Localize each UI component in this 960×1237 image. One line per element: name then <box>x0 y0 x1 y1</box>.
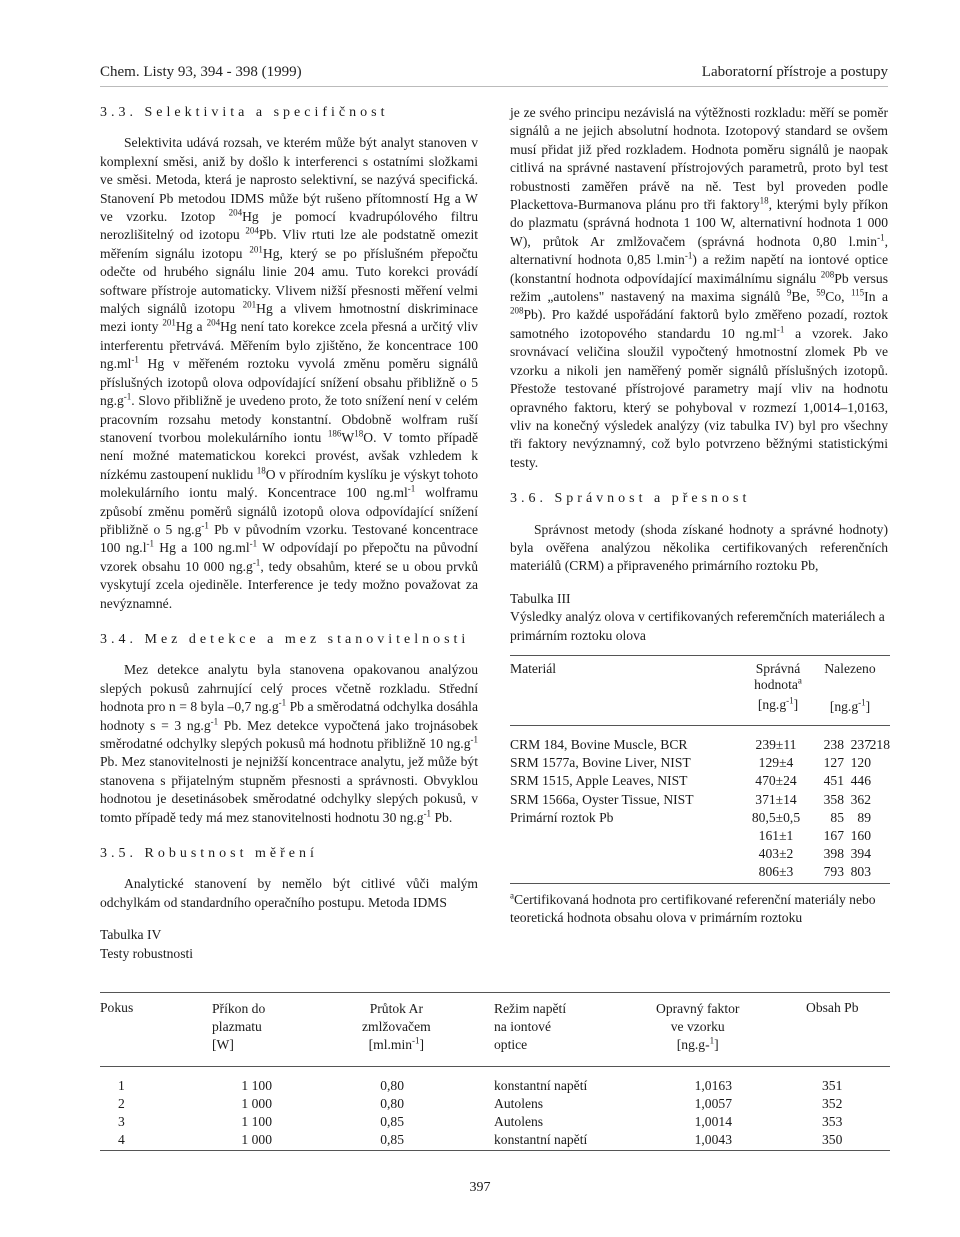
section-3-6-title: 3.6. Správnost a přesnost <box>510 491 751 507</box>
table-3-cell-found-3: 218 <box>869 737 890 752</box>
section-3-6-paragraph: Správnost metody (shoda získané hodnoty a správné hodnoty) byla ověřena analýzou několika certifikovaných referenčních materiálů (CRM) a připraveného primárního roztoku Pb, <box>510 521 888 574</box>
table-3-cell-true-value: 239±11 <box>755 737 797 752</box>
table-3-header-rule <box>510 725 890 726</box>
table-4-header-prutok: Průtok Ar zmlžovačem $[ml.\min^{-1}]$ <box>362 1001 431 1052</box>
table-4-cell-prutok: 0,80 <box>380 1078 404 1093</box>
table-4-cell-faktor: 1,0014 <box>694 1114 732 1129</box>
table-4-cell-obsah: 351 <box>822 1078 843 1093</box>
table-4-cell-prikon: 1 000 <box>241 1096 272 1111</box>
table-3-title: Výsledky analýz olova v certifikovaných referemčních materiálech a primárním roztoku olova <box>510 609 885 643</box>
table-3-cell-found-2: 120 <box>850 755 871 771</box>
table-4-cell-obsah: 350 <box>822 1132 843 1147</box>
table-4-cell-faktor: 1,0043 <box>694 1132 732 1147</box>
table-3-cell-found-2: 237 <box>850 737 871 752</box>
table-4-cell-obsah: 353 <box>822 1114 843 1129</box>
table-4-cell-pokus: 2 <box>118 1096 125 1111</box>
table-3-cell-true-value: 80,5±0,5 <box>751 809 801 825</box>
table-4-cell-rezim: konstantní napětí <box>494 1132 588 1147</box>
table-4-cell-prutok: 0,85 <box>380 1132 404 1147</box>
table-3-cell-material: CRM 184, Bovine Muscle, BCR <box>510 737 688 752</box>
table-4-header-obsah: Obsah Pb <box>806 1000 859 1015</box>
table-3-label: Tabulka III <box>510 590 571 606</box>
table-3-header-true: Správná hodnota$^a$ $[ng.g^{-1}]$ <box>754 661 802 712</box>
table-3-cell-found-1: 358 <box>823 791 844 807</box>
table-3-cell-found-2: 362 <box>850 791 871 807</box>
left-column <box>100 104 478 963</box>
page-number: 397 <box>469 1180 491 1195</box>
table-4-cell-pokus: 4 <box>118 1132 125 1147</box>
table-3-cell-true-value: 806±3 <box>758 864 794 880</box>
section-3-3-title: 3.3. Selektivita a specifičnost <box>100 105 389 120</box>
right-column <box>510 104 888 645</box>
table-4-cell-prikon: 1 000 <box>241 1132 272 1147</box>
table-4-cell-prutok: 0,85 <box>380 1114 404 1129</box>
table-4-header-faktor: Opravný faktor ve vzorku [ng.g-$^1$] <box>656 1001 740 1052</box>
table-4-cell-pokus: 1 <box>118 1078 125 1093</box>
table-3-header-found: Nalezeno $[ng.g^{-1}]$ <box>824 661 876 714</box>
table-3-cell-material: Primární roztok Pb <box>510 809 614 825</box>
table-4-cell-prikon: 1 100 <box>241 1078 272 1093</box>
section-header: Laboratorní přístroje a postupy <box>701 64 888 80</box>
table-3-header-material: Materiál <box>510 661 557 676</box>
table-4-title: Testy robustnosti <box>100 945 194 961</box>
table-4-header-pokus: Pokus <box>100 1000 134 1015</box>
table-3-cell-found-2: 89 <box>857 809 871 825</box>
table-3-cell-material: SRM 1515, Apple Leaves, NIST <box>510 773 688 789</box>
table-3-cell-found-1: 127 <box>823 755 844 771</box>
table-4-cell-pokus: 3 <box>118 1114 125 1129</box>
table-3-cell-found-1: 167 <box>823 828 844 843</box>
table-3-cell-material: SRM 1566a, Oyster Tissue, NIST <box>510 791 694 807</box>
header-rule <box>100 86 888 87</box>
table-4-header-rule <box>100 1066 890 1067</box>
table-3-footnote: $^a$Certifikovaná hodnota pro certifikované referenční materiály nebo teoretická hodnota obsahu olova v primárním roztoku <box>510 890 876 925</box>
table-4-cell-faktor: 1,0163 <box>694 1078 732 1093</box>
section-3-5-paragraph: Analytické stanovení by nemělo být citlivé vůči malým odchylkám od standardního operačního postupu. Metoda IDMS <box>100 876 478 910</box>
table-4-label: Tabulka IV <box>100 927 162 943</box>
table-3-cell-true-value: 129±4 <box>758 755 794 771</box>
table-4-cell-prutok: 0,80 <box>380 1096 404 1111</box>
section-3-3-paragraph: Selektivita udává rozsah, ve kterém může být analyt stanoven v komplexní směsi, aniž by došlo k interferenci s ostatními složkami ve směsi. Metoda, která je naprosto selektivní, se nazývá specifická. Stanovení Pb metodou IDMS může být rušeno přítomností Hg a W ve vzorku. Izotop $^{204}$Hg je pomocí kvadrupólového filtru nerozlišitelný od izotopu $^{204}$Pb. Vliv rtuti lze ale podstatně omezit měřením signálu izotopu $^{201}$Hg, který se po příslušném přepočtu odečte od hrubého signálu linie 204 amu. Tuto korekci provádí software přístroje automaticky. Vlivem nižší přesnosti měření velmi malých signálů izotopu $^{201}$Hg a vlivem hmotnostní diskriminace mezi ionty $^{201}$Hg a $^{204}$Hg není tato korekce zcela přesná a určitý vliv interferentu přetrvává. Měřením bylo zjištěno, že koncentrace 100 $ng.ml^{-1}$ Hg v měřeném roztoku vyvolá změnu poměru signálů příslušných izotopů olova odpovídající snížení obsahu přibližně o 5 $ng.g^{-1}$. Slovo přibližně je uvedeno proto, že toto snížení není v celém pracovním rozsahu metody konstantní. Obdobně wolfram ruší stanovení tvorbou molekulárního iontu $^{186}W^{18}O$. V tomto případě není možné matematickou korekci provést, avšak vzhledem k nízkému zastoupení nuklidu $^{18}$O v přírodním kyslíku je výskyt tohoto molekulárního iontu malý. Koncentrace 100 $ng.ml^{-1}$ wolframu způsobí změnu poměrů signálů izotopů olova odpovídající snížení přibližně o 5 $ng.g^{-1}$ Pb v původním vzorku. Testované koncentrace 100 $ng.l^{-1}$ Hg a 100 $ng.ml^{-1}$ W odpovídají po přepočtu na původní vzorek obsahu 10 000 $ng.g^{-1}$, tedy obsahům, které se u obou prvků vyskytují zcela ojediněle. Interference je tedy možno považovat za nevýznamné. <box>100 135 479 611</box>
table-3-cell-found-1: 451 <box>823 773 844 789</box>
table-3-cell-found-2: 394 <box>850 846 871 862</box>
table-4-cell-rezim: Autolens <box>494 1114 544 1129</box>
table-3-cell-true-value: 403±2 <box>758 846 794 862</box>
table-4-cell-prikon: 1 100 <box>241 1114 272 1129</box>
journal-header: Chem. Listy 93, 394 - 398 (1999) <box>100 64 302 80</box>
table-3-cell-found-1: 238 <box>823 737 844 752</box>
table-4-top-rule <box>100 992 890 993</box>
section-3-4-title: 3.4. Mez detekce a mez stanovitelnosti <box>100 631 470 647</box>
table-3-cell-true-value: 371±14 <box>755 791 797 807</box>
table-3-cell-found-2: 446 <box>850 773 871 789</box>
table-3-cell-material: SRM 1577a, Bovine Liver, NIST <box>510 755 691 771</box>
table-3-cell-found-2: 160 <box>850 828 871 843</box>
section-3-5-title: 3.5. Robustnost měření <box>100 846 318 862</box>
table-3-cell-found-1: 793 <box>823 864 844 880</box>
table-4-cell-faktor: 1,0057 <box>694 1096 732 1111</box>
robustness-paragraph: je ze svého principu nezávislá na výtěžnosti rozkladu: měří se poměr signálů a ne jejich absolutní hodnota. Izotopový standard se ovšem musí přidat již před rozkladem. Hodnota poměru signálů je naopak citlivá na správné nastavení přístrojových parametrů, proto byl test robustnosti zaměřen právě na ně. Test byl proveden podle Plackettova-Burmanova plánu pro tři faktory$^{18}$, kterými byly příkon do plazmatu (správná hodnota 1 100 W, alternativní hodnota 1 000 W), průtok Ar zmlžovačem (správná hodnota 0,80 $l.\min^{-1}$, alternativní hodnota 0,85 $l.\min^{-1}$) a režim napětí na iontové optice (konstantní hodnota odpovídající maximálnímu signálu $^{208}$Pb versus režim „autolens" nastavený na maxima signálů $^9$Be, $^{59}$Co, $^{115}$In a $^{208}$Pb). Pro každé uspořádání faktorů bylo změřeno pozadí, roztok samotného izotopového standardu 10 $ng.ml^{-1}$ a vzorek. Jako srovnávací veličina sloužil vypočtený hmotnostní zlomek Pb ve vzorku a nikoli jen naměřený poměr signálů příslušných izotopů. Přestože testované přístrojové parametry mají vliv na hodnotu opravného faktoru, který se pohyboval v rozmezí 1,0014–1,0163, vliv na konečný výsledek analýzy (viz tabulka IV) byl pro všechny tři faktory nevýznamný, což bylo potvrzeno běžnými statistickými testy. <box>510 105 889 470</box>
table-3-top-rule <box>510 655 890 656</box>
table-4-cell-rezim: Autolens <box>494 1096 544 1111</box>
table-3-cell-found-1: 398 <box>823 846 844 862</box>
table-3-bottom-rule <box>510 883 890 884</box>
table-4-header-prikon: Příkon do plazmatu [W] <box>212 1001 266 1052</box>
table-4-bottom-rule <box>100 1150 890 1151</box>
table-3-cell-true-value: 470±24 <box>755 773 797 789</box>
section-3-4-paragraph: Mez detekce analytu byla stanovena opakovanou analýzou slepých pokusů zahrnující celý proces včetně rozkladu. Střední hodnota pro n = 8 byla –0,7 $ng.g^{-1}$ Pb a směrodatná odchylka dosáhla hodnoty s = 3 $ng.g^{-1}$ Pb. Mez detekce vypočtená jako trojnásobek směrodatné odchylky slepých pokusů má hodnotu přibližně 10 $ng.g^{-1}$ Pb. Mez stanovitelnosti je nejnižší koncentrace analytu, jež může být stanovena s přijatelným stupněm přesnosti a správnosti. Obvyklou hodnotou je desetinásobek směrodatné odchylky slepých pokusů, v tomto případě tedy má mez stanovitelnosti hodnotu 30 $ng.g^{-1}$ Pb. <box>100 662 478 825</box>
table-4-header-rezim: Režim napětí na iontové optice <box>494 1001 567 1052</box>
table-3-cell-found-1: 85 <box>830 809 844 825</box>
table-4-cell-obsah: 352 <box>822 1096 843 1111</box>
table-3-cell-true-value: 161±1 <box>758 828 794 843</box>
table-4-cell-rezim: konstantní napětí <box>494 1078 588 1093</box>
table-3-cell-found-2: 803 <box>850 864 871 880</box>
